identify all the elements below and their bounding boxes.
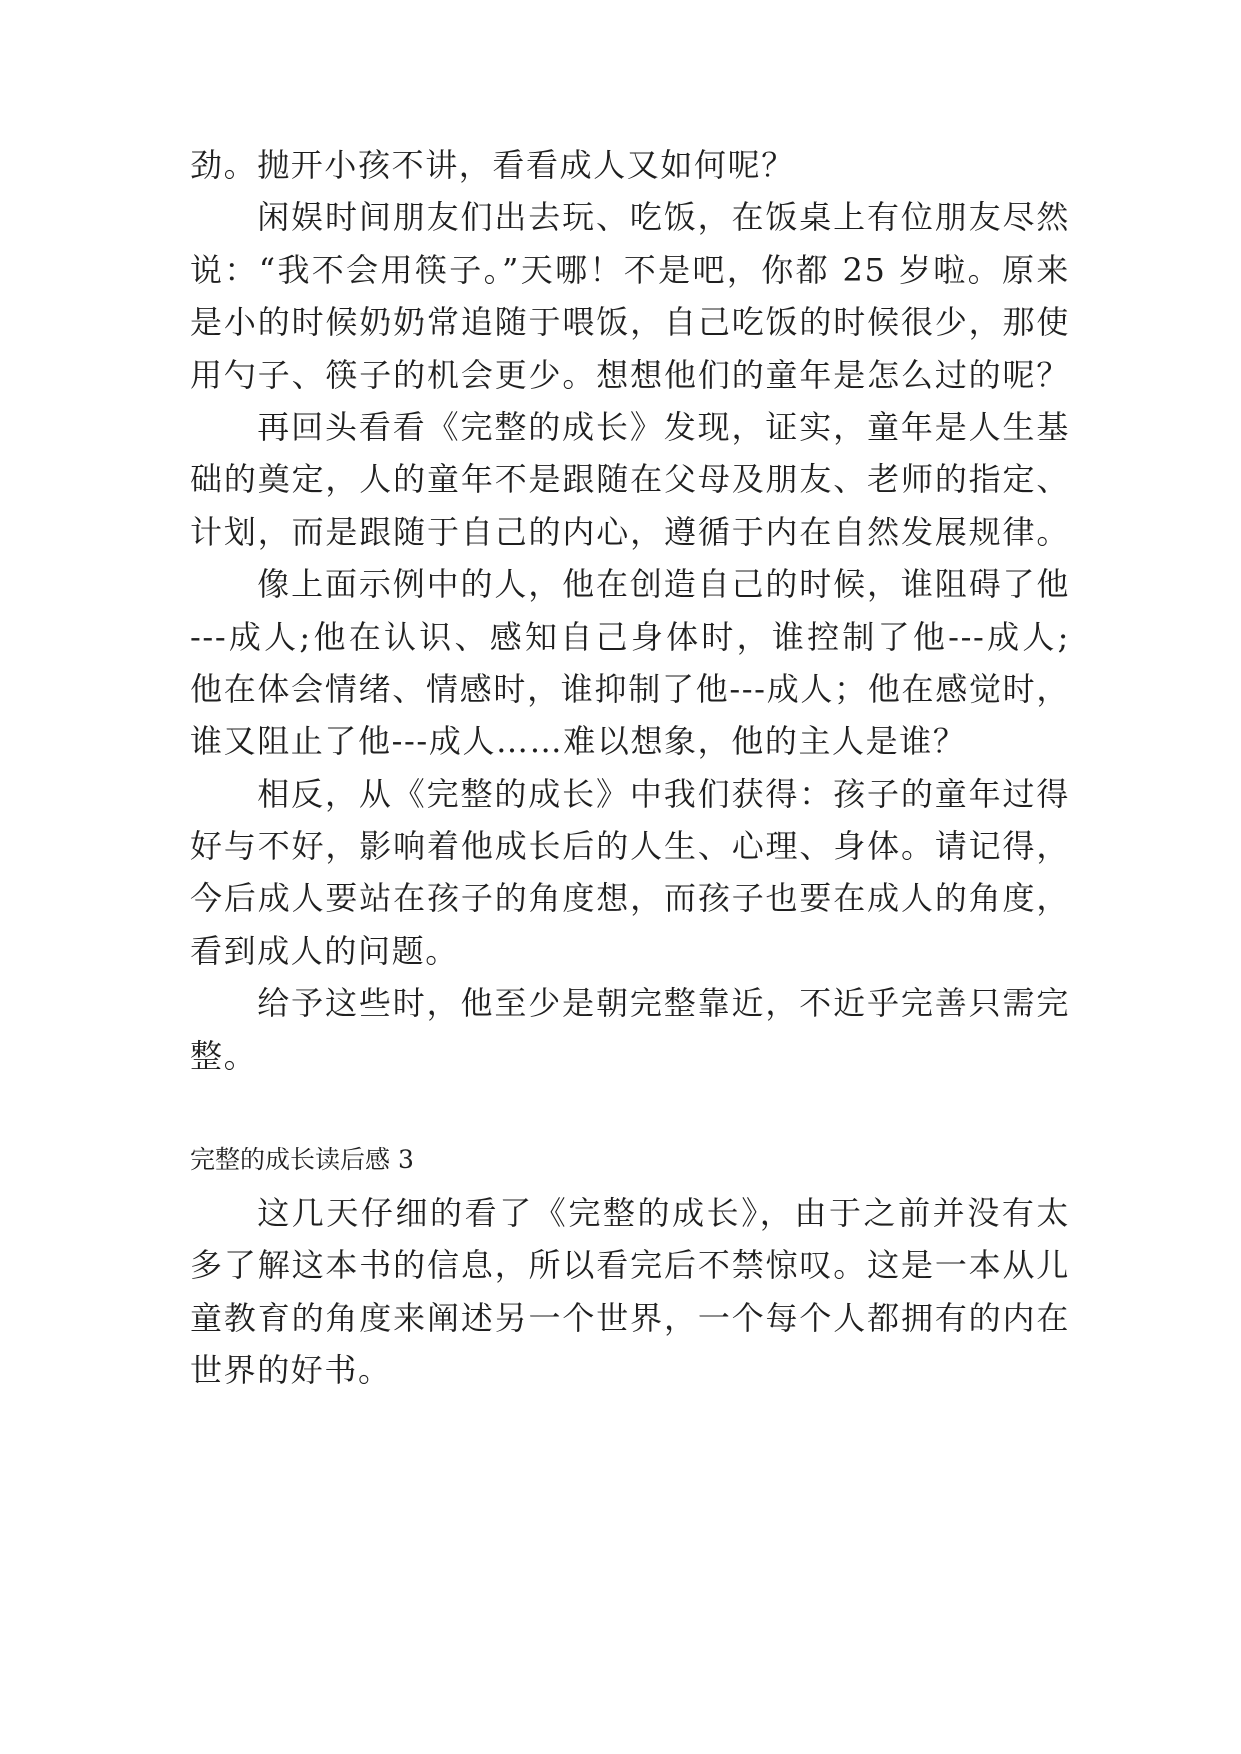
text-line: 说：“我不会用筷子。”天哪！不是吧，你都 25 岁啦。原来 [190, 250, 1070, 289]
text-line: 谁又阻止了他---成人……难以想象，他的主人是谁？ [190, 722, 967, 761]
paragraph [190, 401, 1070, 558]
text-line: 这几天仔细的看了《完整的成长》，由于之前并没有太 [257, 1193, 1070, 1232]
text-line: 闲娱时间朋友们出去玩、吃饭，在饭桌上有位朋友尽然 [257, 198, 1070, 237]
text-line: 多了解这本书的信息，所以看完后不禁惊叹。这是一本从儿 [190, 1246, 1070, 1285]
paragraph [190, 139, 1070, 191]
text-line: 世界的好书。 [190, 1350, 392, 1389]
text-line: 础的奠定，人的童年不是跟随在父母及朋友、老师的指定、 [190, 460, 1070, 499]
text-line: 像上面示例中的人，他在创造自己的时候，谁阻碍了他 [257, 565, 1070, 604]
paragraph [190, 191, 1070, 401]
paragraph [190, 768, 1070, 978]
text-line: 整。 [190, 1036, 258, 1075]
text-line: 童教育的角度来阐述另一个世界，一个每个人都拥有的内在 [190, 1298, 1070, 1337]
text-line: 给予这些时，他至少是朝完整靠近，不近乎完善只需完 [257, 984, 1070, 1023]
text-line: 今后成人要站在孩子的角度想，而孩子也要在成人的角度， [190, 879, 1070, 918]
blank-line [190, 1082, 1070, 1134]
text-line: 看到成人的问题。 [190, 931, 459, 970]
text-line: 他在体会情绪、情感时，谁抑制了他---成人；他在感觉时， [190, 669, 1070, 708]
section-title: 完整的成长读后感 3 [190, 1145, 414, 1175]
paragraph [190, 1187, 1070, 1397]
paragraph [190, 977, 1070, 1082]
text-line: 相反，从《完整的成长》中我们获得：孩子的童年过得 [257, 774, 1070, 813]
text-line: 用勺子、筷子的机会更少。想想他们的童年是怎么过的呢？ [190, 355, 1070, 394]
paragraph [190, 558, 1070, 768]
text-line: 好与不好，影响着他成长后的人生、心理、身体。请记得， [190, 827, 1070, 866]
text-line: ---成人;他在认识、感知自己身体时，谁控制了他---成人; [190, 617, 1070, 656]
text-line: 劲。抛开小孩不讲，看看成人又如何呢？ [190, 146, 795, 184]
text-line: 再回头看看《完整的成长》发现，证实，童年是人生基 [257, 407, 1070, 446]
text-line: 计划，而是跟随于自己的内心，遵循于内在自然发展规律。 [190, 512, 1070, 551]
document-body [190, 139, 1070, 1396]
text-line: 是小的时候奶奶常追随于喂饭，自己吃饭的时候很少，那使 [190, 303, 1070, 342]
